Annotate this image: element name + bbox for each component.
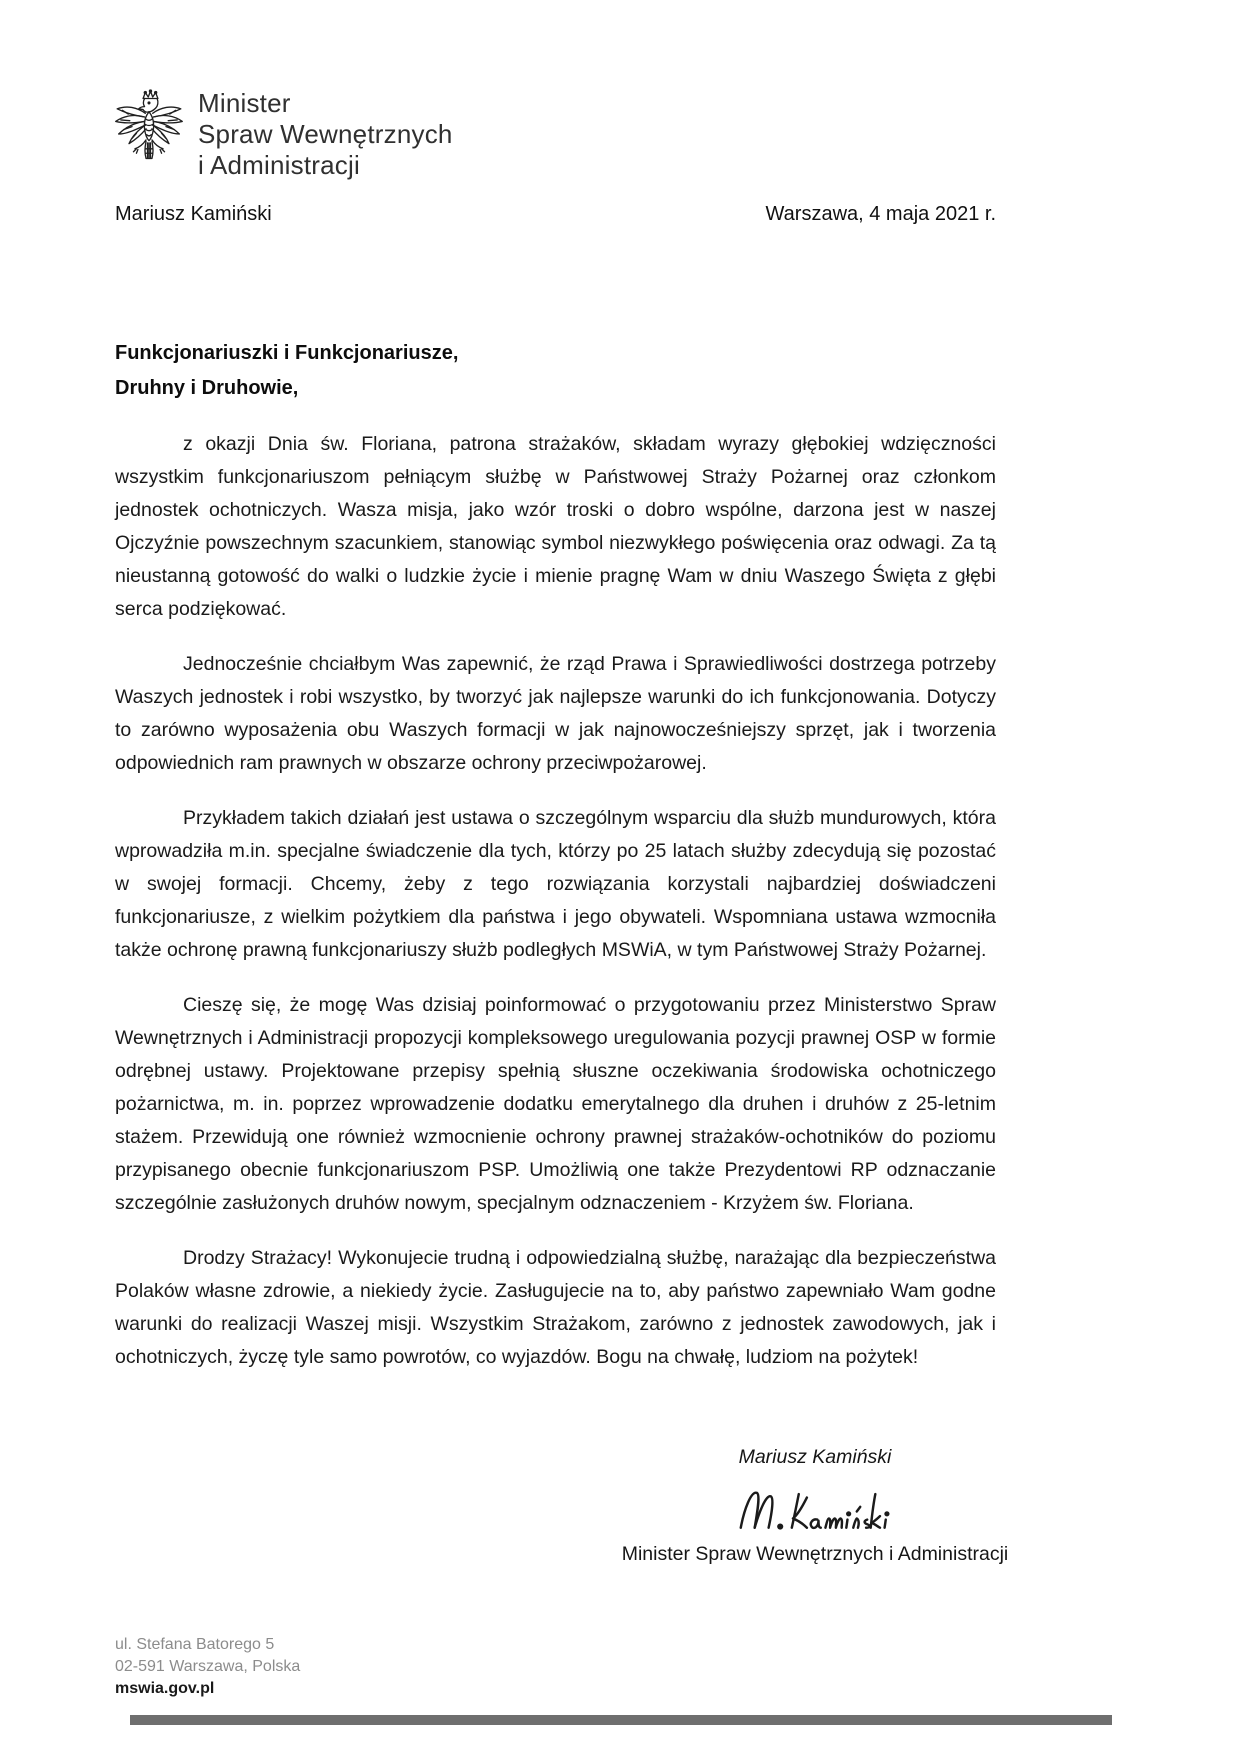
footer-city: 02-591 Warszawa, Polska (115, 1658, 301, 1675)
ministry-title (198, 86, 453, 181)
signature-name: Mariusz Kamiński (738, 1446, 892, 1468)
footer-address (115, 1634, 300, 1700)
footer-street: ul. Stefana Batorego 5 (115, 1636, 275, 1653)
polish-eagle-emblem-icon (112, 86, 186, 182)
paragraph-5: Drodzy Strażacy! Wykonujecie trudną i odpowiedzialną służbę, narażając dla bezpieczeństwa Polaków własne zdrowie, a niekiedy życie. Zasługujecie na to, aby państwo zapewniało Wam godne warunki do realizacji Waszej misji. Wszystkim Strażakom, zarówno z jednostek zawodowych, jak i ochotniczych, życzę tyle samo powrotów, co wyjazdów. Bogu na chwałę, ludziom na pożytek! (115, 1247, 996, 1368)
salutation-line1: Funkcjonariuszki i Funkcjonariusze, (115, 342, 459, 364)
paragraph-2: Jednocześnie chciałbym Was zapewnić, że rząd Prawa i Sprawiedliwości dostrzega potrzeby Waszych jednostek i robi wszystko, by tworzyć jak najlepsze warunki do ich funkcjonowania. Dotyczy to zarówno wyposażenia obu Waszych formacji w jak najnowocześniejszy sprzęt, jak i tworzenia odpowiednich ram prawnych w obszarze ochrony przeciwpożarowej. (115, 653, 996, 774)
signature-title: Minister Spraw Wewnętrznych i Administracji (621, 1543, 1009, 1565)
paragraph-3: Przykładem takich działań jest ustawa o szczególnym wsparciu dla służb mundurowych, która wprowadziła m.in. specjalne świadczenie dla tych, którzy po 25 latach służby zdecydują się pozostać w swojej formacji. Chcemy, żeby z tego rozwiązania korzystali najbardziej doświadczeni funkcjonariusze, z wielkim pożytkiem dla państwa i jego obywateli. Wspomniana ustawa wzmocniła także ochronę prawną funkcjonariuszy służb podległych MSWiA, w tym Państwowej Straży Pożarnej. (115, 807, 996, 961)
bottom-divider-bar (130, 1715, 1112, 1725)
handwritten-signature-icon (687, 1479, 943, 1537)
sender-name: Mariusz Kamiński (115, 203, 272, 225)
letterhead (112, 86, 453, 182)
salutation-line2: Druhny i Druhowie, (115, 377, 299, 399)
paragraph-1: z okazji Dnia św. Floriana, patrona strażaków, składam wyrazy głębokiej wdzięczności wszystkim funkcjonariuszom pełniącym służbę w Państwowej Straży Pożarnej oraz członkom jednostek ochotniczych. Wasza misja, jako wzór troski o dobro wspólne, darzona jest w naszej Ojczyźnie powszechnym szacunkiem, stanowiąc symbol niezwykłego poświęcenia oraz odwagi. Za tą nieustanną gotowość do walki o ludzkie życie i mienie pragnę Wam w dniu Waszego Święta z głębi serca podziękować. (115, 433, 996, 620)
letter-body (115, 428, 996, 1396)
paragraph-4: Cieszę się, że mogę Was dzisiaj poinformować o przygotowaniu przez Ministerstwo Spraw Wewnętrznych i Administracji propozycji kompleksowego uregulowania pozycji prawnej OSP w formie odrębnej ustawy. Projektowane przepisy spełnią słuszne oczekiwania środowiska ochotniczego pożarnictwa, m. in. poprzez wprowadzenie dodatku emerytalnego dla druhen i druhów z 25-letnim stażem. Przewidują one również wzmocnienie ochrony prawnej strażaków-ochotników do poziomu przypisanego obecnie funkcjonariuszom PSP. Umożliwią one także Prezydentowi RP odznaczanie szczególnie zasłużonych druhów nowym, specjalnym odznaczeniem - Krzyżem św. Floriana. (115, 994, 996, 1214)
ministry-title-line3: i Administracji (198, 150, 360, 180)
footer-website-link[interactable]: mswia.gov.pl (115, 1680, 215, 1697)
signature-block (585, 1446, 1045, 1566)
ministry-title-line2: Spraw Wewnętrznych (198, 119, 453, 149)
name-date-row (115, 203, 996, 226)
place-date: Warszawa, 4 maja 2021 r. (765, 203, 996, 225)
salutation (115, 336, 458, 406)
ministry-title-line1: Minister (198, 88, 291, 118)
